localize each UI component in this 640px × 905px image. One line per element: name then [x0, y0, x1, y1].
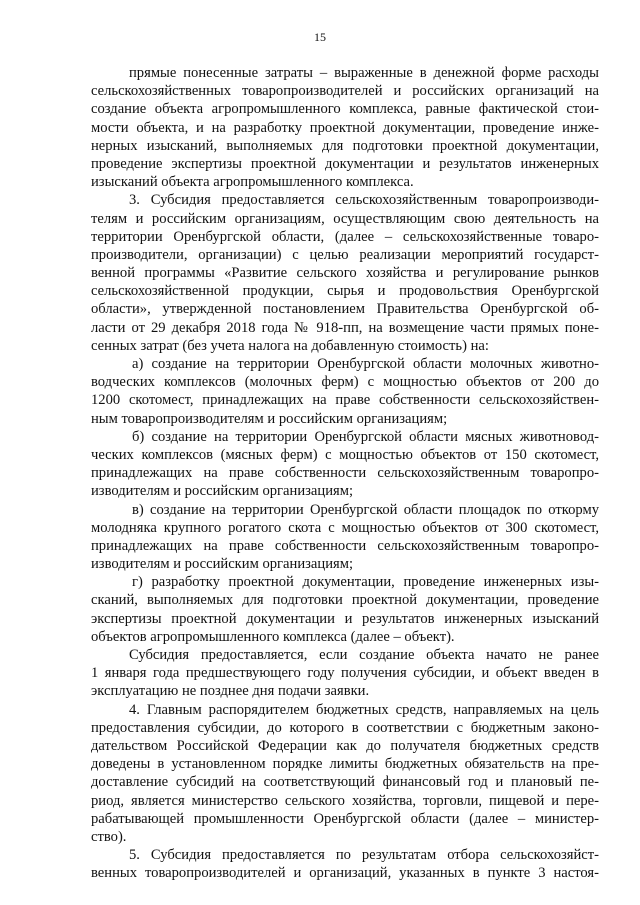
- text-line: изысканий объекта агропромышленного комплекса.: [91, 174, 414, 191]
- text-line: мости объекта, и на разработку проектной документации, проведение инже-: [91, 119, 599, 136]
- text-line: ным товаропроизводителям и российским организациям;: [91, 410, 448, 427]
- text-line: сельскохозяйственной продукции, сырья и продовольствия Оренбургской: [91, 283, 599, 300]
- text-line: создание объекта агропромышленного комплекса, равные фактической стои-: [91, 101, 599, 118]
- text-line: б) создание на территории Оренбургской области мясных животновод-: [132, 428, 599, 445]
- paragraph-p-b: [91, 428, 599, 501]
- text-line: прямые понесенные затраты – выраженные в денежной форме расходы: [129, 65, 599, 81]
- text-line: г) разработку проектной документации, проведение инженерных изы-: [132, 574, 599, 591]
- text-line: 5. Субсидия предоставляется по результатам отбора сельскохозяйст-: [129, 847, 599, 864]
- text-line: экспертизы проектной документации и результатов инженерных изысканий: [91, 610, 599, 627]
- text-line: в) создание на территории Оренбургской области площадок по откорму: [132, 501, 599, 518]
- paragraph-p-v: [91, 501, 599, 574]
- text-line: проведение экспертизы проектной документации и результатов инженерных: [91, 155, 599, 172]
- text-line: а) создание на территории Оренбургской области молочных животно-: [132, 356, 599, 372]
- text-line: ласти от 29 декабря 2018 года № 918-пп, на возмещение части прямых поне-: [91, 319, 599, 336]
- text-line: сельскохозяйственных товаропроизводителей и российских организаций на: [91, 83, 599, 100]
- text-line: риод, является министерство сельского хозяйства, торговли, пищевой и пере-: [91, 792, 599, 809]
- text-line: сенных затрат (без учета налога на добавленную стоимость) на:: [91, 337, 489, 354]
- text-line: рабатывающей промышленности Оренбургской области (далее – министер-: [91, 810, 599, 827]
- text-line: 4. Главным распорядителем бюджетных средств, направляемых на цель: [129, 701, 599, 718]
- paragraph-p-3: [91, 191, 599, 355]
- text-line: эксплуатацию не позднее дня подачи заявки.: [91, 683, 370, 700]
- text-line: принадлежащих на праве собственности сельскохозяйственным товаропро-: [91, 465, 599, 482]
- text-line: сканий, выполняемых для подготовки проектной документации, проведение: [91, 592, 599, 609]
- paragraph-p-4: [91, 701, 599, 847]
- text-line: доведены в установленном порядке лимиты бюджетных обязательств на пре-: [91, 756, 599, 773]
- text-line: доставление субсидий на соответствующий финансовый год и плановый пе-: [91, 774, 599, 791]
- text-line: предоставления субсидии, до которого в соответствии с бюджетным законо-: [91, 719, 599, 736]
- text-line: ство).: [91, 828, 127, 845]
- paragraph-p-condition: [91, 646, 599, 701]
- document-body: [91, 64, 599, 882]
- text-line: дательством Российской Федерации как до получателя бюджетных средств: [91, 737, 599, 754]
- paragraph-p-g: [91, 573, 599, 646]
- text-line: производители, организации) с целью реализации мероприятий государст-: [91, 246, 599, 263]
- text-line: изводителям и российским организациям;: [91, 483, 354, 500]
- paragraph-p-costs: [91, 64, 599, 191]
- text-line: венной программы «Развитие сельского хозяйства и регулирование рынков: [91, 265, 599, 282]
- text-line: ческих комплексов (мясных ферм) с мощностью объектов от 150 скотомест,: [91, 446, 599, 463]
- text-line: телям и российским организациям, осуществляющим свою деятельность на: [91, 210, 599, 227]
- text-line: территории Оренбургской области, (далее – сельскохозяйственные товаро-: [91, 228, 599, 245]
- text-line: нерных изысканий, выполняемых для подготовки проектной документации,: [91, 137, 599, 154]
- text-line: области», утвержденной постановлением Правительства Оренбургской об-: [91, 301, 599, 318]
- paragraph-p-a: [91, 355, 599, 428]
- text-line: изводителям и российским организациям;: [91, 556, 354, 573]
- text-line: Субсидия предоставляется, если создание объекта начато не ранее: [129, 647, 599, 663]
- text-line: объектов агропромышленного комплекса (далее – объект).: [91, 628, 455, 645]
- page-number: 15: [314, 30, 326, 44]
- text-line: 1 января года предшествующего году получения субсидии, и объект введен в: [91, 665, 599, 682]
- text-line: венных товаропроизводителей и организаций, указанных в пункте 3 настоя-: [91, 865, 599, 882]
- paragraph-p-5: [91, 846, 599, 882]
- text-line: 1200 скотомест, принадлежащих на праве собственности сельскохозяйствен-: [91, 392, 599, 409]
- text-line: молодняка крупного рогатого скота с мощностью объектов от 300 скотомест,: [91, 519, 599, 536]
- text-line: 3. Субсидия предоставляется сельскохозяйственным товаропроизводи-: [129, 192, 599, 209]
- text-line: водческих комплексов (молочных ферм) с мощностью объектов от 200 до: [91, 374, 599, 391]
- text-line: принадлежащих на праве собственности сельскохозяйственным товаропро-: [91, 537, 599, 554]
